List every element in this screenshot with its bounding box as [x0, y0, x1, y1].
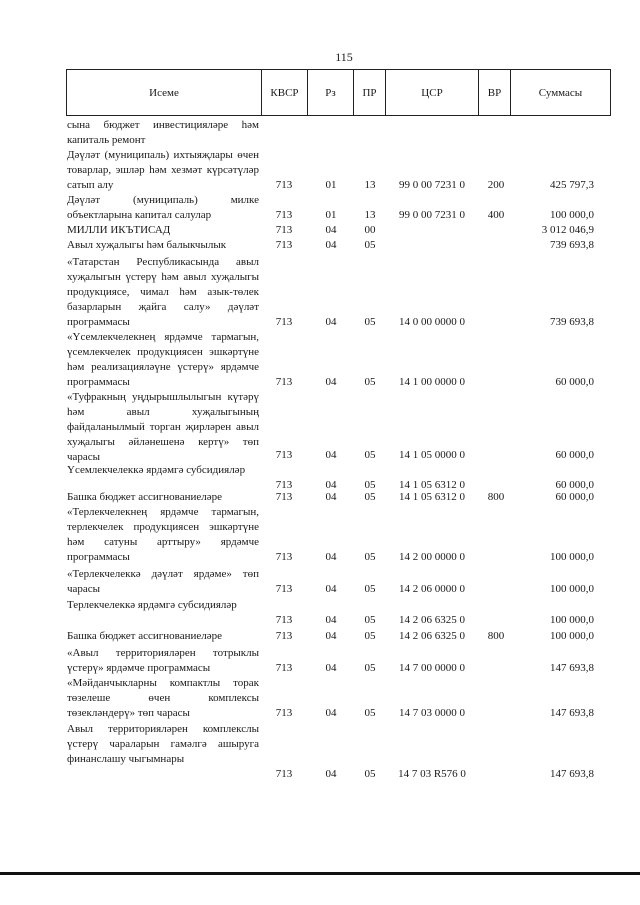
row-sum: 739 693,8 — [550, 239, 594, 251]
header-vr: ВР — [479, 70, 511, 115]
row-name: Дәүләт (муниципаль) милке объектларына капитал салулар — [67, 194, 259, 221]
row-csr: 14 2 06 6325 0 — [399, 630, 465, 642]
row-pr: 05 — [364, 614, 376, 626]
row-sum: 739 693,8 — [550, 316, 594, 328]
row-rz: 04 — [325, 449, 337, 461]
row-kvsr: 713 — [275, 662, 293, 674]
row-csr: 14 0 00 0000 0 — [399, 316, 465, 328]
row-kvsr: 713 — [275, 479, 293, 491]
row-kvsr: 713 — [275, 491, 293, 503]
row-name: «Үсемлекчелекнең ярдәмче тармагын, үсемлекчелек продукциясен эшкәртүне һәм реализацияләүне үстерү» ярдәмче программасы — [67, 331, 259, 388]
row-csr: 99 0 00 7231 0 — [399, 209, 465, 221]
header-name: Исеме — [67, 70, 262, 115]
row-rz: 04 — [325, 614, 337, 626]
row-kvsr: 713 — [275, 449, 293, 461]
row-sum: 60 000,0 — [555, 449, 594, 461]
table-row — [0, 490, 640, 505]
row-sum: 100 000,0 — [550, 630, 594, 642]
table-row — [0, 646, 640, 676]
row-name: «Туфракның уңдырышлылыгын күтәрү һәм авыл хуҗалыгының файдаланылмый торган җирләрен авыл хуҗалыгы әйләнешенә кертү» төп чарасы — [67, 391, 259, 463]
row-pr: 05 — [364, 768, 376, 780]
row-pr: 05 — [364, 449, 376, 461]
row-kvsr: 713 — [275, 583, 293, 595]
row-name: Башка бюджет ассигнованиеләре — [67, 491, 222, 503]
row-csr: 14 2 06 6325 0 — [399, 614, 465, 626]
row-pr: 13 — [364, 179, 376, 191]
row-pr: 05 — [364, 662, 376, 674]
row-sum: 60 000,0 — [555, 376, 594, 388]
row-rz: 04 — [325, 239, 337, 251]
row-csr: 14 1 05 6312 0 — [399, 491, 465, 503]
table-row — [0, 722, 640, 782]
row-pr: 05 — [364, 376, 376, 388]
table-row — [0, 330, 640, 390]
row-kvsr: 713 — [275, 376, 293, 388]
header-csr: ЦСР — [386, 70, 479, 115]
row-sum: 3 012 046,9 — [541, 224, 594, 236]
row-name: «Терлекчелекнең ярдәмче тармагын, терлекчелек продукциясен эшкәртүне һәм сатуны арттыру» ярдәмче программасы — [67, 506, 259, 563]
row-csr: 14 1 05 0000 0 — [399, 449, 465, 461]
header-pr: ПР — [354, 70, 386, 115]
row-csr: 14 1 05 6312 0 — [399, 479, 465, 491]
table-row — [0, 148, 640, 193]
row-kvsr: 713 — [275, 209, 293, 221]
row-sum: 60 000,0 — [555, 491, 594, 503]
row-sum: 100 000,0 — [550, 614, 594, 626]
row-sum: 100 000,0 — [550, 551, 594, 563]
row-kvsr: 713 — [275, 239, 293, 251]
table-row — [0, 118, 640, 148]
row-name: «Татарстан Республикасында авыл хуҗалыгын үстерү һәм авыл хуҗалыгы продукциясе, чимал һәм азык-төлек базарларын җайга салу» дәүләт программасы — [67, 256, 259, 328]
row-rz: 04 — [325, 583, 337, 595]
table-row — [0, 629, 640, 644]
table-row — [0, 255, 640, 330]
row-pr: 00 — [364, 224, 376, 236]
row-name: Үсемлекчелеккә ярдәмгә субсидияләр — [67, 464, 246, 476]
row-sum: 100 000,0 — [550, 583, 594, 595]
row-rz: 04 — [325, 662, 337, 674]
row-rz: 04 — [325, 768, 337, 780]
row-csr: 14 7 00 0000 0 — [399, 662, 465, 674]
table-row — [0, 193, 640, 223]
row-kvsr: 713 — [275, 179, 293, 191]
row-sum: 100 000,0 — [550, 209, 594, 221]
table-row — [0, 567, 640, 597]
row-kvsr: 713 — [275, 614, 293, 626]
row-name: «Авыл территорияләрен тотрыклы үстерү» ярдәмче программасы — [67, 647, 259, 674]
row-rz: 04 — [325, 479, 337, 491]
row-vr: 800 — [487, 491, 505, 503]
row-pr: 13 — [364, 209, 376, 221]
row-name: Авыл хуҗалыгы һәм балыкчылык — [67, 239, 227, 251]
row-csr: 14 2 00 0000 0 — [399, 551, 465, 563]
row-kvsr: 713 — [275, 224, 293, 236]
row-vr: 400 — [487, 209, 505, 221]
table-row — [0, 598, 640, 628]
row-rz: 04 — [325, 376, 337, 388]
row-kvsr: 713 — [275, 707, 293, 719]
row-kvsr: 713 — [275, 551, 293, 563]
row-pr: 05 — [364, 551, 376, 563]
row-rz: 01 — [325, 179, 337, 191]
row-name: Дәүләт (муниципаль) ихтыяҗлары өчен товарлар, эшләр һәм хезмәт күрсәтүләр сатып алу — [67, 149, 259, 191]
row-csr: 14 7 03 R576 0 — [398, 768, 466, 780]
table-row — [0, 390, 640, 463]
row-name: «Мәйданчыкларны компактлы торак төзелеше өчен комплексы төзекләндерү» төп чарасы — [67, 677, 259, 719]
row-rz: 04 — [325, 707, 337, 719]
row-pr: 05 — [364, 316, 376, 328]
row-name: Башка бюджет ассигнованиеләре — [67, 630, 222, 642]
table-row — [0, 676, 640, 721]
row-pr: 05 — [364, 707, 376, 719]
row-rz: 04 — [325, 551, 337, 563]
row-csr: 14 7 03 0000 0 — [399, 707, 465, 719]
table-row — [0, 238, 640, 253]
row-rz: 04 — [325, 630, 337, 642]
row-csr: 99 0 00 7231 0 — [399, 179, 465, 191]
table-header — [66, 69, 611, 116]
row-csr: 14 2 06 0000 0 — [399, 583, 465, 595]
row-rz: 01 — [325, 209, 337, 221]
row-name: МИЛЛИ ИКЪТИСАД — [67, 224, 171, 236]
row-name: Авыл территорияләрен комплекслы үстерү чараларын гамәлгә ашыруга финанслашу чыгымнары — [67, 723, 259, 765]
row-sum: 60 000,0 — [555, 479, 594, 491]
row-vr: 800 — [487, 630, 505, 642]
row-rz: 04 — [325, 224, 337, 236]
row-name: Терлекчелеккә ярдәмгә субсидияләр — [67, 599, 237, 611]
row-sum: 147 693,8 — [550, 768, 594, 780]
row-kvsr: 713 — [275, 630, 293, 642]
table-row — [0, 223, 640, 238]
header-kvsr: КВСР — [262, 70, 308, 115]
row-sum: 425 797,3 — [550, 179, 594, 191]
row-rz: 04 — [325, 491, 337, 503]
header-rz: Рз — [308, 70, 354, 115]
header-sum: Суммасы — [538, 86, 583, 99]
row-rz: 04 — [325, 316, 337, 328]
row-pr: 05 — [364, 491, 376, 503]
row-name: «Терлекчелеккә дәүләт ярдәме» төп чарасы — [67, 568, 259, 595]
page-bottom-border — [0, 872, 640, 875]
row-pr: 05 — [364, 630, 376, 642]
table-row — [0, 463, 640, 493]
row-kvsr: 713 — [275, 768, 293, 780]
row-vr: 200 — [487, 179, 505, 191]
page-number: 115 — [335, 50, 353, 64]
table-row — [0, 505, 640, 565]
row-csr: 14 1 00 0000 0 — [399, 376, 465, 388]
row-name: сына бюджет инвестицияләре һәм капиталь ремонт — [67, 119, 259, 146]
row-pr: 05 — [364, 583, 376, 595]
row-kvsr: 713 — [275, 316, 293, 328]
row-pr: 05 — [364, 479, 376, 491]
row-pr: 05 — [364, 239, 376, 251]
row-sum: 147 693,8 — [550, 707, 594, 719]
row-sum: 147 693,8 — [550, 662, 594, 674]
